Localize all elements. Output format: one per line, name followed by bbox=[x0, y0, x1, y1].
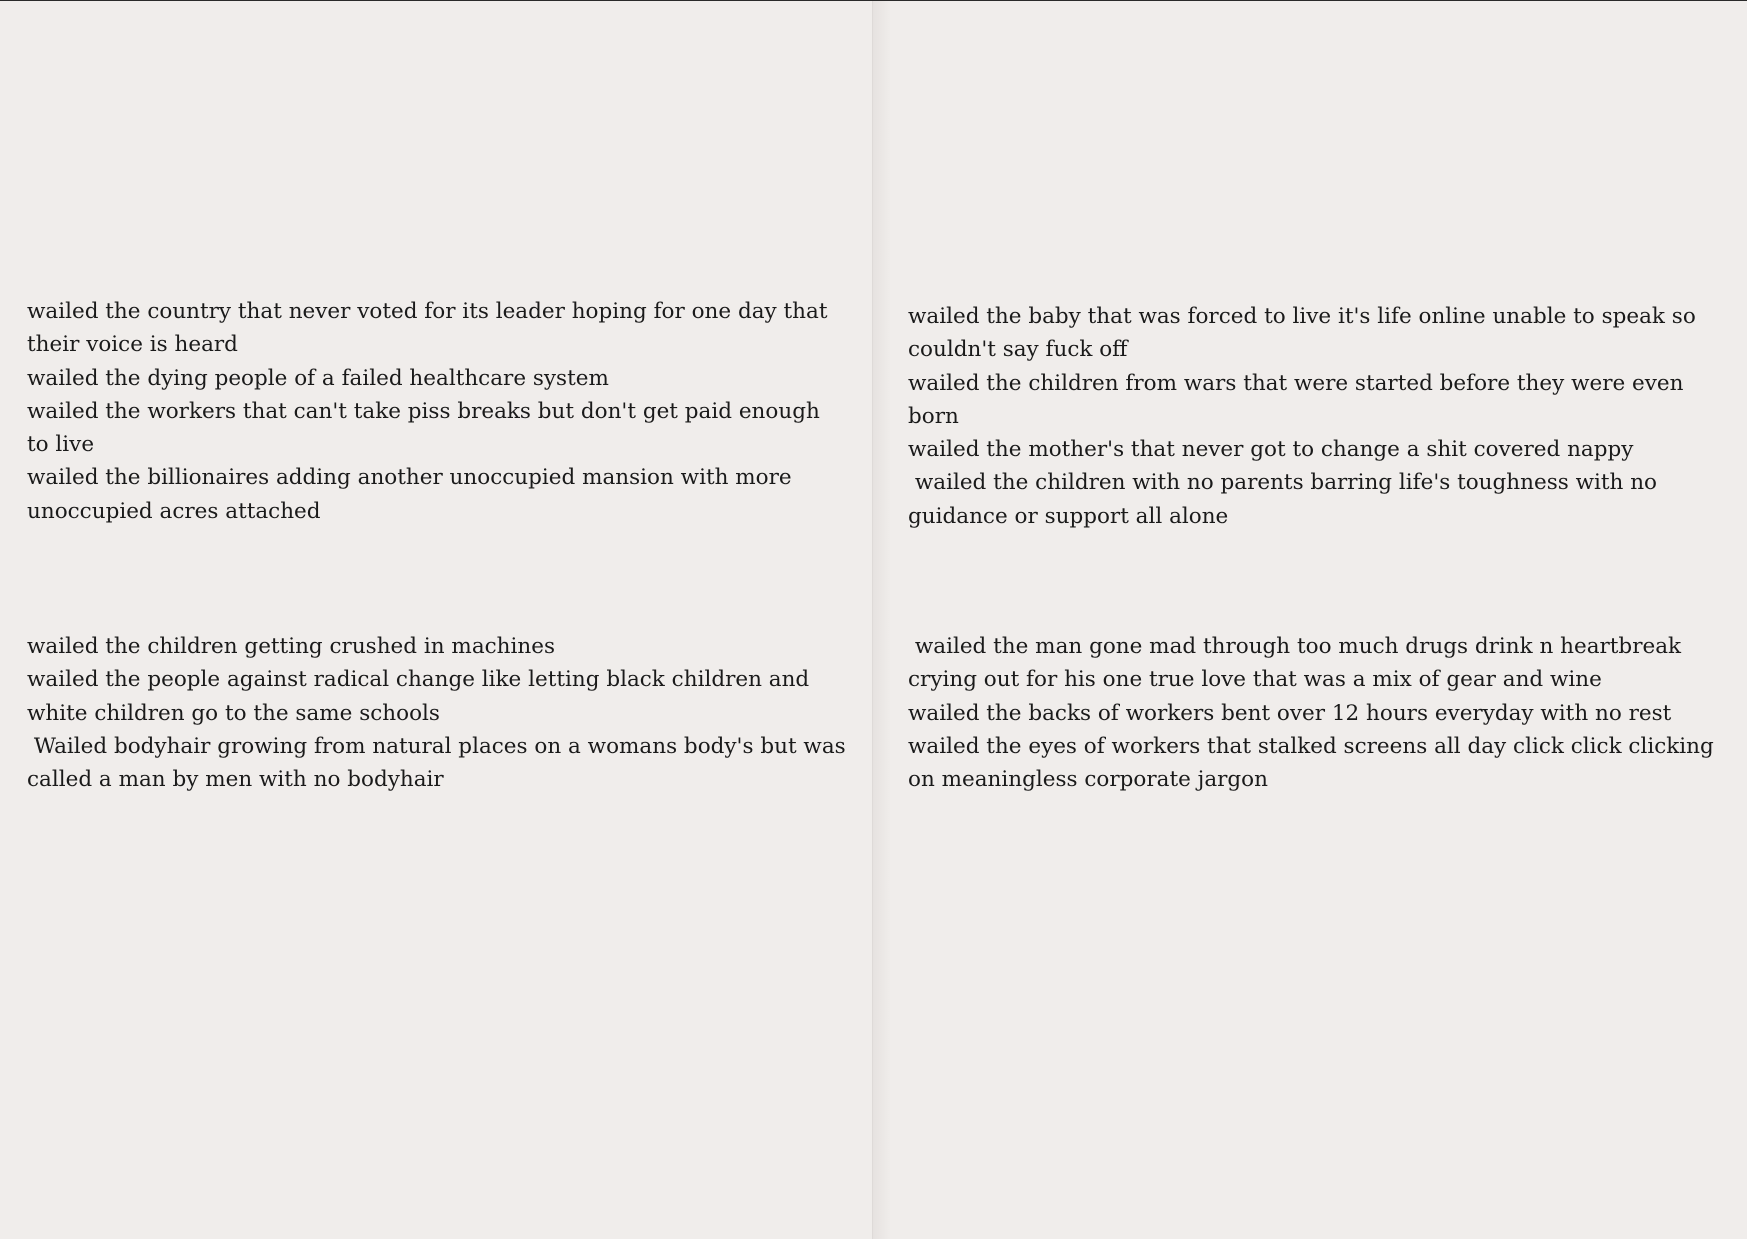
poem-line: wailed the billionaires adding another unoccupied mansion with more unoccupied acres attached bbox=[27, 465, 792, 524]
left-stanza-1 bbox=[27, 295, 847, 528]
poem-line: wailed the baby that was forced to live it's life online unable to speak so couldn't say fuck off bbox=[908, 304, 1696, 363]
poem-line: wailed the children from wars that were started before they were even born bbox=[908, 370, 1684, 429]
poem-line: wailed the man gone mad through too much drugs drink n heartbreak crying out for his one true love that was a mix of gear and wine bbox=[908, 634, 1688, 693]
left-stanza-2 bbox=[27, 630, 853, 796]
poem-line: wailed the eyes of workers that stalked screens all day click click clicking on meaningless corporate jargon bbox=[908, 733, 1714, 793]
poem-line: wailed the country that never voted for its leader hoping for one day that their voice is heard bbox=[27, 299, 828, 358]
poem-line: wailed the people against radical change like letting black children and white children go to the same schools bbox=[27, 667, 810, 726]
poem-line: wailed the dying people of a failed healthcare system bbox=[27, 365, 609, 391]
poem-line: wailed the children getting crushed in machines bbox=[27, 634, 556, 659]
poem-line: wailed the backs of workers bent over 12 hours everyday with no rest bbox=[908, 700, 1672, 726]
poem-line: wailed the workers that can't take piss breaks but don't get paid enough to live bbox=[27, 398, 820, 458]
right-stanza-2 bbox=[908, 630, 1728, 796]
right-stanza-1 bbox=[908, 300, 1728, 533]
left-page bbox=[0, 1, 873, 1239]
poem-line: wailed the children with no parents barring life's toughness with no guidance or support all alone bbox=[908, 470, 1664, 529]
poem-line: wailed the mother's that never got to change a shit covered nappy bbox=[908, 437, 1634, 463]
poem-line: Wailed bodyhair growing from natural places on a womans body's but was called a man by men with no bodyhair bbox=[27, 733, 853, 793]
right-page bbox=[873, 1, 1747, 1239]
